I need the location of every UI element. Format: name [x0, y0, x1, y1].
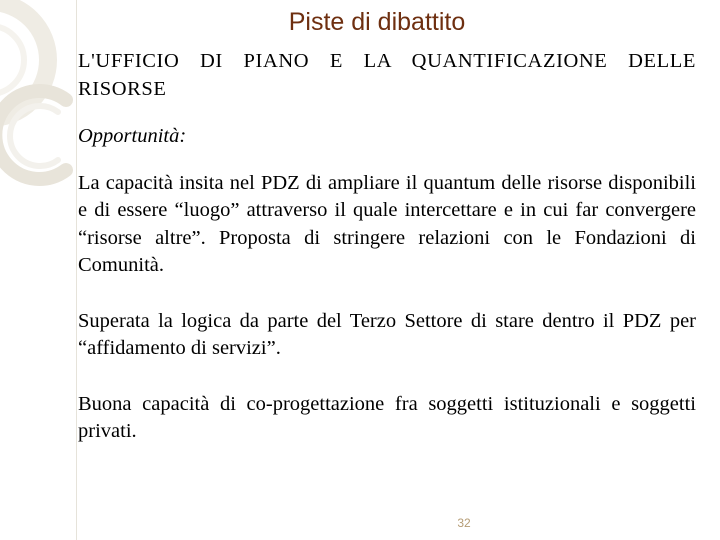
crescent-inner-shape — [10, 106, 58, 166]
paragraph-resources: La capacità insita nel PDZ di ampliare il quantum delle risorse disponibili e di essere “luogo” attraverso il quale intercettare e in cui far convergere “risorse altre”. Proposta di stringere relazioni con le Fondazioni di Comunità. — [78, 171, 696, 276]
paragraph-co-design: Buona capacità di co-progettazione fra soggetti istituzionali e soggetti privati. — [78, 392, 696, 442]
opportunities-label: Opportunità: — [78, 125, 187, 147]
slide-body — [78, 48, 696, 446]
page-number: 32 — [457, 516, 471, 530]
vertical-divider — [76, 0, 77, 540]
section-heading: L'UFFICIO DI PIANO E LA QUANTIFICAZIONE DELLE RISORSE — [78, 50, 696, 100]
decorative-rings — [0, 0, 80, 540]
inner-ring-shape — [0, 26, 24, 94]
slide-title: Piste di dibattito — [288, 8, 466, 36]
paragraph-third-sector: Superata la logica da parte del Terzo Settore di stare dentro il PDZ per “affidamento di servizi”. — [78, 309, 696, 359]
